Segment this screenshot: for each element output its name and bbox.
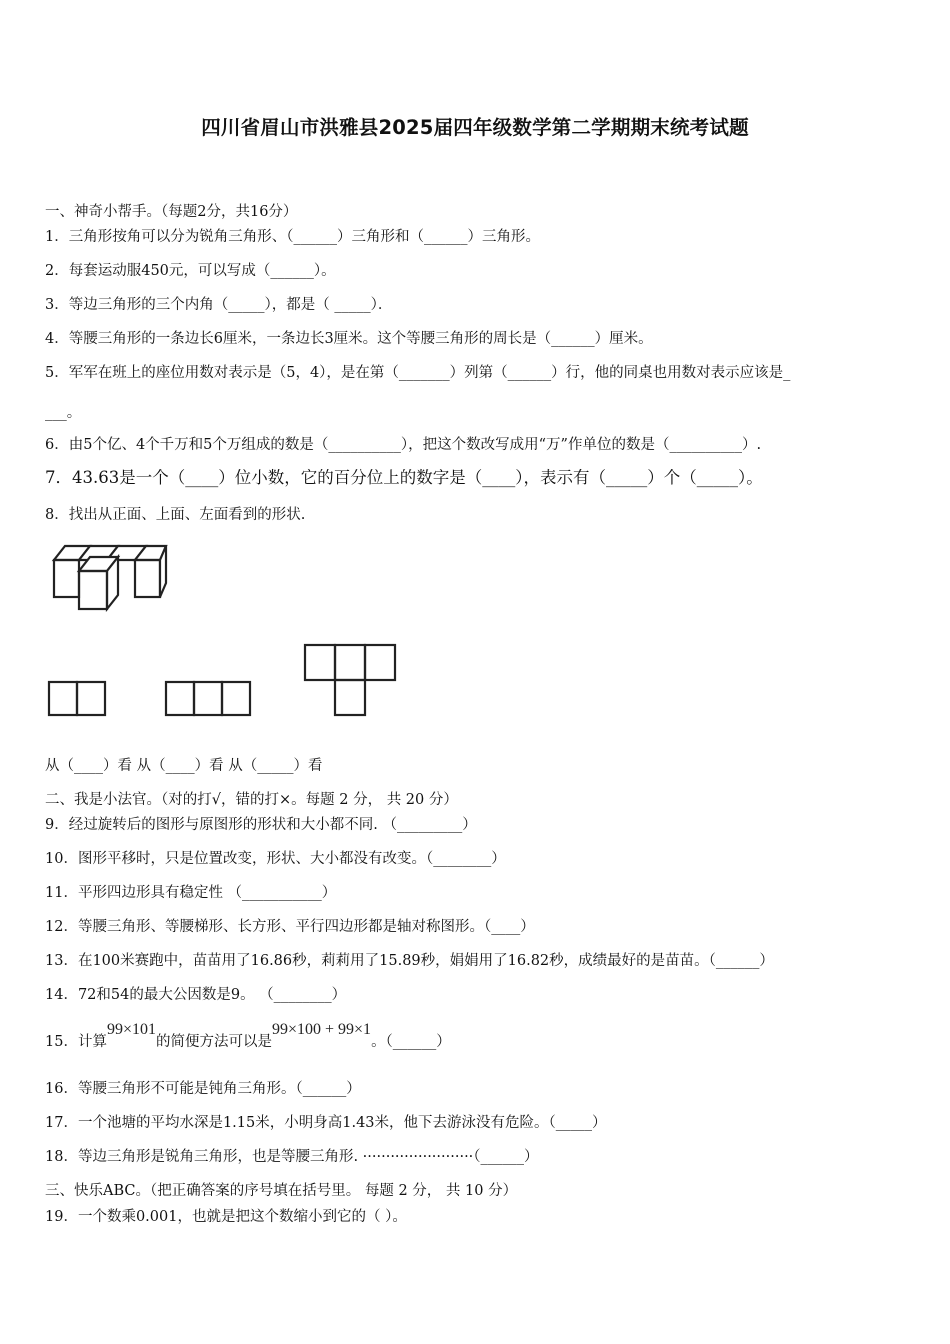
question-11: 11．平形四边形具有稳定性 （___________） (45, 885, 337, 901)
question-18: 18．等边三角形是锐角三角形，也是等腰三角形. ························（______） (45, 1149, 539, 1165)
question-15-text-a: 15．计算 (45, 1034, 107, 1050)
question-5: 5．军军在班上的座位用数对表示是（5，4），是在第（_______）列第（______）行，他的同桌也用数对表示应该是_ (45, 365, 791, 381)
view-shape-c (303, 643, 399, 719)
question-17: 17．一个池塘的平均水深是1.15米，小明身高1.43米，他下去游泳没有危险。（_____） (45, 1115, 607, 1131)
question-5-continued: ___。 (45, 405, 82, 421)
question-15-text-c: 。（______） (371, 1034, 451, 1050)
question-8: 8．找出从正面、上面、左面看到的形状. (45, 507, 306, 523)
question-2: 2．每套运动服450元，可以写成（______）。 (45, 263, 336, 279)
question-14: 14．72和54的最大公因数是9。 （________） (45, 987, 347, 1003)
page-title: 四川省眉山市洪雅县2025届四年级数学第二学期期末统考试题 (201, 116, 749, 139)
question-13: 13．在100米赛跑中，苗苗用了16.86秒，莉莉用了15.89秒，娟娟用了16.82秒，成绩最好的是苗苗。（______） (45, 953, 774, 969)
question-15 (45, 1021, 451, 1051)
question-3: 3．等边三角形的三个内角（_____），都是（ _____）． (45, 297, 393, 313)
question-7: 7．43.63是一个（____）位小数，它的百分位上的数字是（____），表示有（_____）个（_____）。 (45, 468, 763, 487)
question-6: 6．由5个亿、4个千万和5个万组成的数是（__________），把这个数改写成用“万”作单位的数是（__________）. (45, 437, 762, 453)
view-shape-b (164, 680, 254, 718)
question-10: 10．图形平移时，只是位置改变，形状、大小都没有改变。（________） (45, 851, 506, 867)
section-3-heading: 三、快乐ABC。（把正确答案的序号填在括号里。 每题 2 分， 共 10 分） (45, 1183, 518, 1199)
question-9: 9．经过旋转后的图形与原图形的形状和大小都不同. （_________） (45, 817, 477, 833)
question-15-expression-1: 99×101 (106, 1021, 156, 1038)
question-16: 16．等腰三角形不可能是钝角三角形。（______） (45, 1081, 361, 1097)
question-12: 12．等腰三角形、等腰梯形、长方形、平行四边形都是轴对称图形。（____） (45, 919, 535, 935)
question-1: 1．三角形按角可以分为锐角三角形、（______）三角形和（______）三角形。 (45, 229, 540, 245)
cube-arrangement-figure (50, 543, 170, 615)
view-shape-a (47, 680, 107, 718)
section-2-heading: 二、我是小法官。（对的打√，错的打×。每题 2 分， 共 20 分） (45, 792, 458, 808)
section-1-heading: 一、神奇小帮手。（每题2分，共16分） (45, 204, 298, 220)
question-15-text-b: 的简便方法可以是 (155, 1034, 272, 1050)
question-19: 19．一个数乘0.001，也就是把这个数缩小到它的（ ）。 (45, 1209, 407, 1225)
question-8-answer: 从（____）看 从（____）看 从（_____）看 (45, 758, 323, 774)
question-15-expression-2: 99×100 + 99×1 (271, 1021, 372, 1038)
question-4: 4．等腰三角形的一条边长6厘米，一条边长3厘米。这个等腰三角形的周长是（______）厘米。 (45, 331, 653, 347)
